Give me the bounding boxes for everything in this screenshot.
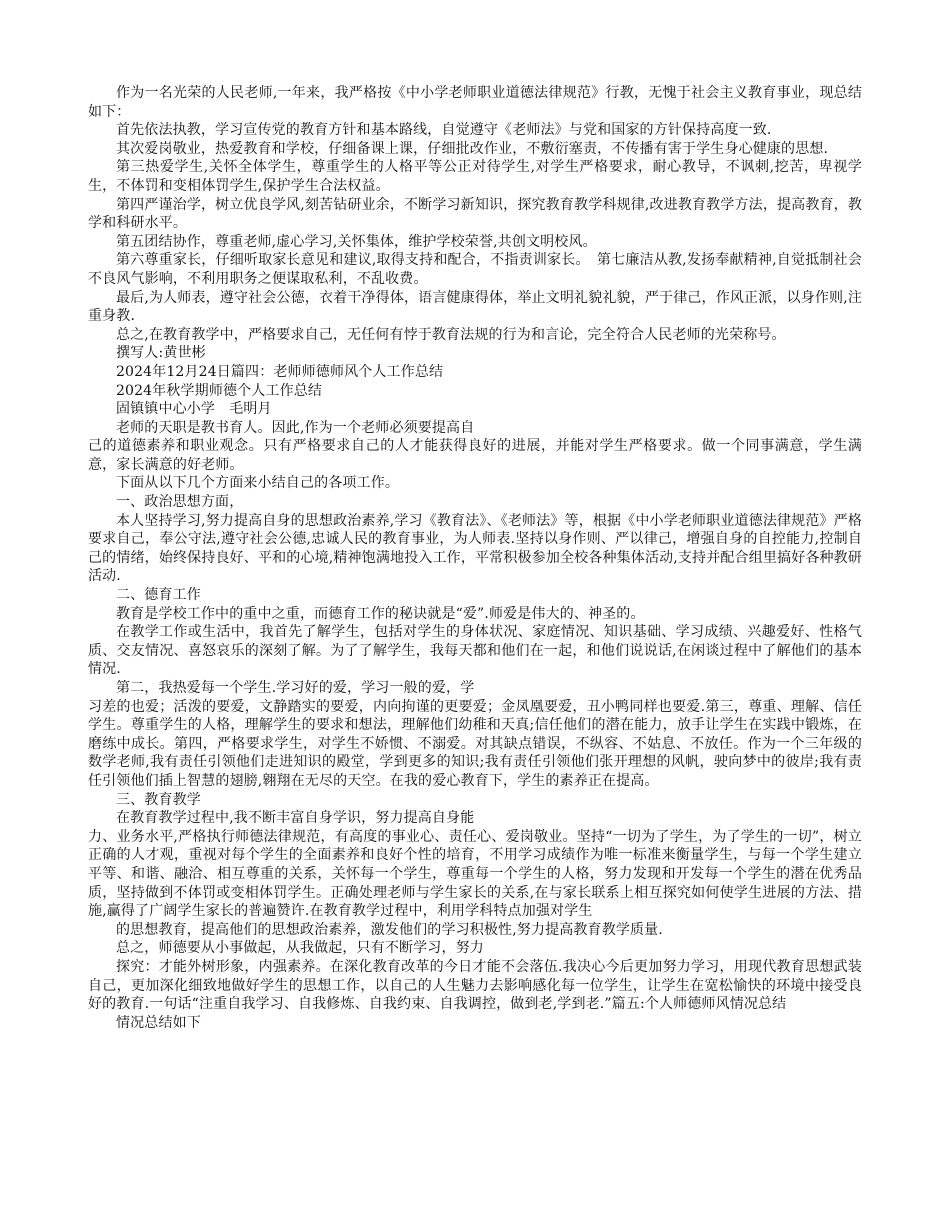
- author-line: 撰写人:黄世彬: [116, 345, 206, 362]
- document-body: [88, 84, 862, 1032]
- paragraph: 己的道德素养和职业观念。只有严格要求自己的人才能获得良好的进展，并能对学生严格要求。做一个同事满意，学生满意，家长满意的好老师。: [88, 438, 862, 473]
- paragraph: 作为一名光荣的人民老师,一年来，我严格按《中小学老师职业道德法律规范》行教，无愧于社会主义教育事业，现总结如下：: [88, 85, 862, 120]
- section-title: 2024年秋学期师德个人工作总结: [116, 382, 323, 399]
- paragraph: 最后,为人师表，遵守社会公德，衣着干净得体，语言健康得体，举止文明礼貌礼貌，严于律己，作风正派，以身作则,注重身教.: [88, 289, 862, 325]
- paragraph: 第四严谨治学，树立优良学风,刻苦钻研业余，不断学习新知识，探究教育教学科规律,改进教育教学方法，提高教育，教学和科研水平。: [88, 196, 862, 232]
- paragraph: 第二，我热爱每一个学生.学习好的爱，学习一般的爱，学: [116, 680, 475, 696]
- paragraph: 在教育教学过程中,我不断丰富自身学识，努力提高自身能: [116, 810, 475, 827]
- paragraph: 下面从以下几个方面来小结自己的各项工作。: [116, 475, 399, 492]
- paragraph: 教育是学校工作中的重中之重，而德育工作的秘诀就是“爱”.师爱是伟大的、神圣的。: [116, 605, 645, 622]
- section-heading: 二、德育工作: [116, 587, 201, 604]
- paragraph: 情况总结如下: [116, 1014, 201, 1031]
- paragraph: 本人坚持学习,努力提高自身的思想政治素养,学习《教育法》、《老师法》等，根据《中小学老师职业道德法律规范》严格要求自己，奉公守法,遵守社会公德,忠诚人民的教育事业，为人师表.坚持以身作则、严以律己，增强自身的自控能力,控制自己的情绪，始终保持良好、平和的心境,精神饱满地投入工作，平常积极参加全校各种集体活动,支持并配合组里搞好各种教研活动.: [88, 512, 862, 585]
- paragraph: 老师的天职是教书育人。因此,作为一个老师必须要提高自: [116, 419, 475, 436]
- paragraph: 其次爱岗敬业，热爱教育和学校，仔细备课上课，仔细批改作业，不敷衍塞责，不传播有害于学生身心健康的思想.: [116, 140, 829, 157]
- paragraph: 首先依法执教，学习宣传党的教育方针和基本路线，自觉遵守《老师法》与党和国家的方针保持高度一致.: [116, 122, 772, 139]
- date-heading: 2024年12月24日篇四：老师师德师风个人工作总结: [116, 363, 444, 380]
- paragraph: 的思想教育，提高他们的思想政治素养，激发他们的学习积极性,努力提高教育教学质量.: [116, 921, 663, 938]
- paragraph: 总之,在教育教学中，严格要求自己，无任何有悖于教育法规的行为和言论，完全符合人民老师的光荣称号。: [116, 326, 786, 343]
- paragraph: 探究：才能外树形象，内强素养。在深化教育改革的今日才能不会落伍.我决心今后更加努力学习，用现代教育思想武装自己，更加深化细致地做好学生的思想工作，以自己的人生魅力去影响感化每一位学生，让学生在宽松愉快的环境中接受良好的教育.一句话“注重自我学习、自我修炼、自我约束、自我调控，做到老,学到老.”篇五:个人师德师风情况总结: [88, 958, 862, 1013]
- school-author: 固镇镇中心小学 毛明月: [116, 401, 272, 418]
- paragraph: 力、业务水平,严格执行师德法律规范，有高度的事业心、责任心、爱岗敬业。坚持“一切为了学生，为了学生的一切”，树立正确的人才观，重视对每个学生的全面素养和良好个性的培育，不用学习成绩作为唯一标准来衡量学生，与每一个学生建立平等、和谐、融洽、相互尊重的关系，关怀每一个学生，尊重每一个学生的人格，努力发现和开发每一个学生的潜在优秀品质，坚持做到不体罚或变相体罚学生。正确处理老师与学生家长的关系,在与家长联系上相互探究如何使学生进展的方法、措施,赢得了广阔学生家长的普遍赞许.在教育教学过程中，利用学科特点加强对学生: [88, 828, 862, 920]
- paragraph: 习差的也爱；活泼的要爱，文静踏实的要爱，内向拘谨的更要爱；金凤凰要爱，丑小鸭同样也要爱.第三，尊重、理解、信任学生。尊重学生的人格，理解学生的要求和想法，理解他们幼稚和天真;信任他们的潜在能力，放手让学生在实践中锻炼，在磨练中成长。第四，严格要求学生，对学生不娇惯、不溺爱。对其缺点错误，不纵容、不姑息、不放任。作为一个三年级的数学老师,我有责任引领他们走进知识的殿堂，学到更多的知识;我有责任引领他们张开理想的风帆，驶向梦中的彼岸;我有责任引领他们插上智慧的翅膀,翱翔在无尽的天空。在我的爱心教育下，学生的素养正在提高。: [88, 698, 862, 789]
- section-heading: 三、教育教学: [116, 791, 201, 808]
- section-heading: 一、政治思想方面，: [116, 494, 244, 511]
- paragraph: 在教学工作或生活中，我首先了解学生，包括对学生的身体状况、家庭情况、知识基础、学习成绩、兴趣爱好、性格气质、交友情况、喜怒哀乐的深刻了解。为了了解学生，我每天都和他们在一起，和他们说说话,在闲谈过程中了解他们的基本情况.: [88, 624, 862, 678]
- paragraph: 第三热爱学生,关怀全体学生，尊重学生的人格平等公正对待学生,对学生严格要求，耐心教导，不讽刺,挖苦，卑视学生，不体罚和变相体罚学生,保护学生合法权益。: [88, 159, 862, 194]
- paragraph: 总之，师德要从小事做起，从我做起，只有不断学习，努力: [116, 940, 484, 957]
- paragraph: 第六尊重家长，仔细听取家长意见和建议,取得支持和配合，不指责训家长。 第七廉洁从教,发扬奉献精神,自觉抵制社会不良风气影响，不利用职务之便谋取私利，不乱收费。: [88, 252, 862, 287]
- paragraph: 第五团结协作，尊重老师,虚心学习,关怀集体，维护学校荣誉,共创文明校风。: [116, 233, 597, 250]
